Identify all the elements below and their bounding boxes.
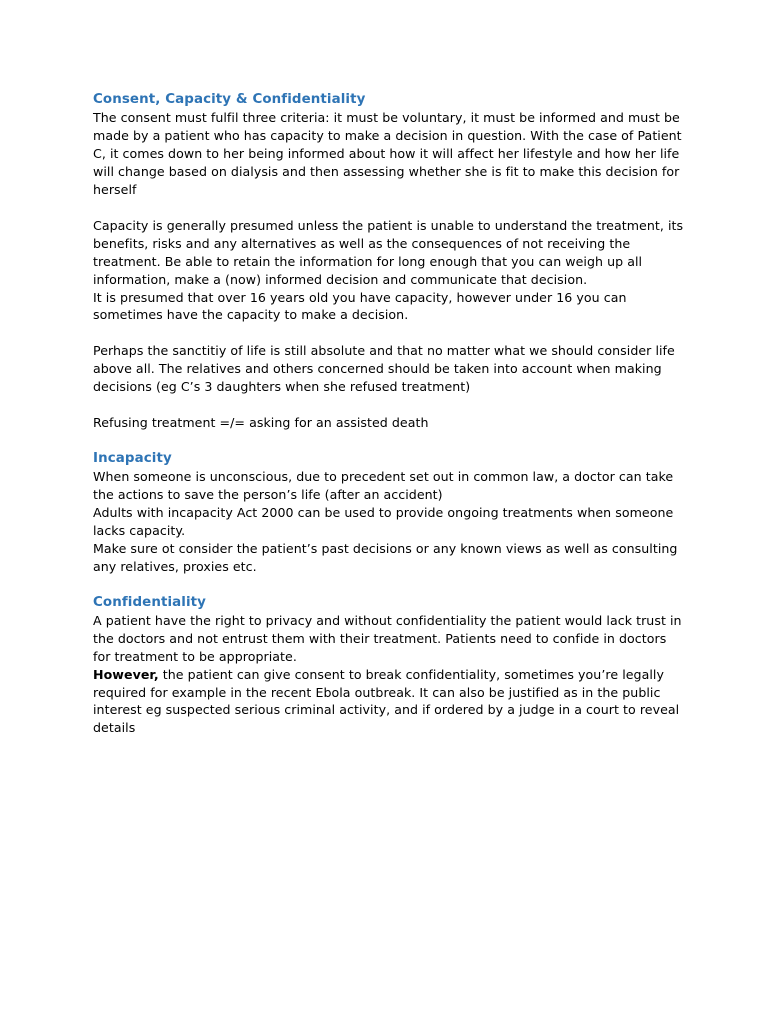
- document-page: [93, 91, 683, 737]
- text-line: Perhaps the sanctitiy of life is still absolute and that no matter what we should consider life: [93, 343, 675, 359]
- paragraph-spacer: [93, 396, 683, 414]
- text-line: treatment. Be able to retain the information for long enough that you can weigh up all: [93, 253, 643, 269]
- paragraph-refusing-treatment: [93, 414, 683, 432]
- text-line: the doctors and not entrust them with their treatment. Patients need to confide in doctors: [93, 630, 667, 646]
- text-line: details: [93, 720, 136, 736]
- however-bold-text: However,: [93, 666, 159, 682]
- text-line: Capacity is generally presumed unless the patient is unable to understand the treatment, its: [93, 217, 684, 233]
- text-line: When someone is unconscious, due to precedent set out in common law, a doctor can take: [93, 469, 674, 485]
- paragraph-spacer: [93, 199, 683, 217]
- text-line: Refusing treatment =/= asking for an assisted death: [93, 415, 429, 431]
- text-line-however: [93, 666, 683, 684]
- text-line: C, it comes down to her being informed about how it will affect her lifestyle and how her life: [93, 145, 680, 161]
- text-line: information, make a (now) informed decision and communicate that decision.: [93, 271, 588, 287]
- paragraph-sanctity-of-life: [93, 342, 683, 396]
- text-line: interest eg suspected serious criminal activity, and if ordered by a judge in a court to reveal: [93, 702, 680, 718]
- text-line: decisions (eg C’s 3 daughters when she refused treatment): [93, 379, 471, 395]
- text-line: made by a patient who has capacity to make a decision in question. With the case of Patient: [93, 127, 682, 143]
- paragraph-spacer: [93, 324, 683, 342]
- however-rest-text: the patient can give consent to break confidentiality, sometimes you’re legally: [158, 666, 664, 682]
- text-line: sometimes have the capacity to make a decision.: [93, 307, 409, 323]
- text-line: the actions to save the person’s life (after an accident): [93, 487, 443, 502]
- text-line: Adults with incapacity Act 2000 can be used to provide ongoing treatments when someone: [93, 504, 674, 520]
- text-line: benefits, risks and any alternatives as well as the consequences of not receiving the: [93, 235, 631, 251]
- text-line: will change based on dialysis and then assessing whether she is fit to make this decision for: [93, 163, 680, 179]
- text-line: any relatives, proxies etc.: [93, 558, 257, 574]
- section-heading-consent: Consent, Capacity & Confidentiality: [93, 92, 366, 107]
- paragraph-spacer: [93, 576, 683, 594]
- paragraph-capacity: [93, 217, 683, 325]
- text-line: required for example in the recent Ebola outbreak. It can also be justified as in the public: [93, 684, 661, 700]
- text-line: It is presumed that over 16 years old you have capacity, however under 16 you can: [93, 289, 627, 305]
- section-heading-incapacity: Incapacity: [93, 451, 172, 467]
- text-line: herself: [93, 181, 137, 197]
- text-line: A patient have the right to privacy and without confidentiality the patient would lack trust in: [93, 612, 682, 628]
- text-line: The consent must fulfil three criteria: it must be voluntary, it must be informed and must be: [93, 110, 680, 125]
- paragraph-incapacity: [93, 468, 683, 576]
- text-line: above all. The relatives and others concerned should be taken into account when making: [93, 361, 662, 377]
- text-line: Make sure ot consider the patient’s past decisions or any known views as well as consulting: [93, 540, 678, 556]
- paragraph-spacer: [93, 432, 683, 450]
- text-line: lacks capacity.: [93, 522, 186, 538]
- paragraph-consent-criteria: [93, 109, 683, 199]
- paragraph-confidentiality: [93, 612, 683, 738]
- section-heading-confidentiality: Confidentiality: [93, 594, 207, 610]
- text-line: for treatment to be appropriate.: [93, 648, 297, 664]
